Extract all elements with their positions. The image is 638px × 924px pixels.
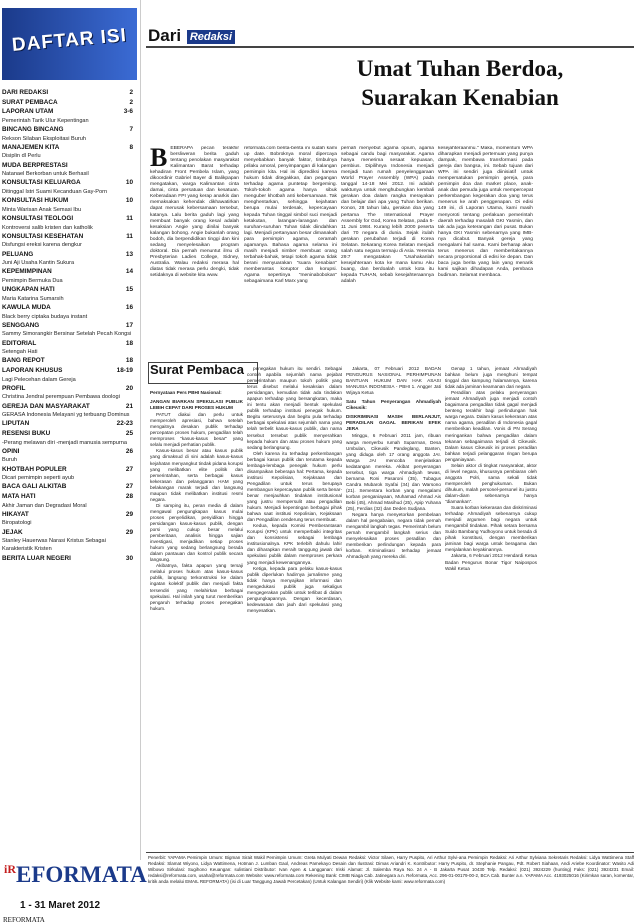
toc-entry-label: LAPORAN UTAM <box>2 108 54 116</box>
toc-entry[interactable] <box>2 107 136 117</box>
toc-entry-page: 29 <box>125 528 133 536</box>
toc-entry-label: KHOTBAH POPULER <box>2 465 67 473</box>
toc-entry-page: 16 <box>125 303 133 311</box>
toc-entry-subtitle: Rekson Silaban Eksploitasi Buruh <box>2 135 86 142</box>
toc-entry[interactable] <box>2 492 136 502</box>
toc-entry-label: OPINI <box>2 447 20 455</box>
toc-entry[interactable] <box>2 232 136 242</box>
letters-column-3 <box>346 366 441 845</box>
rubric-dari: Dari <box>148 26 182 45</box>
letter-paragraph: Jakarta, 07 Februari 2012 BADAN PENGURUS NASIONAL PERHIMPUNAN BANTUAN HUKUM DAN HAK ASASI MANUSIA INDONESIA - PBHI 1. Angger Jati Wijaya Ketua <box>346 366 441 396</box>
toc-entry-page: 27 <box>125 483 133 491</box>
toc-entry[interactable] <box>2 384 136 394</box>
headline-line-2: Suarakan Kenabian <box>361 85 559 110</box>
letter-paragraph: Kasus-kasus besar atau kasus publik yang dimaksud di sini adalah kasus-kasus kejahatan menyangkut tindak pidana korupsi yang melibatkan elite politik dan pemerintahan, serta berbagai kasus kekerasan dan pelanggaran HAM yang belakangan marak terjadi dan langsung maupun tidak melibatkan institusi resmi negara. <box>150 448 243 502</box>
toc-entry-subtitle: Lagi Pelecehan dalam Gereja <box>2 376 76 383</box>
headline <box>290 54 630 112</box>
toc-entry-label: JEJAK <box>2 528 23 536</box>
letters-column-1 <box>150 387 243 845</box>
toc-entry-label: PROFIL <box>2 384 26 392</box>
toc-entry[interactable] <box>2 214 136 224</box>
toc-entry-subtitle: Natanael Berkorban untuk Berhasil <box>2 171 89 178</box>
masthead: Penerbit: YAPAMA Pemimpin Umum: Bigman Sirait Wakil Pemimpin Umum: Greta Mulyati Dewan Redaksi: Victor Silaen, Harry Puspito, Ari Arthur Sylvi-ana Pemimpin Redaksi: Ari Arthur Sylviana Sekretaris Redaksi: Lidya Wattimena Staff Redaksi: Slamat Wiyono, Lidya Wattimena, Hotman J. Lumban Gaol, Andreas Pamekayo Desain dan Ilustrasi: Dimas Ariandri K. Kontributor: Harry Puspito, dr. Stephanie Pangau, Pdt. Robert Siahaan, Andi Ariebe Koordinator: Wasito Adi Wibowo Sirkulasi: Sugihono Keuangan: sulistiani Distributor: Ivan Agen & Langganan: Iriski Alamat: Jl. Salemba Raya No. 24 A - B Jakarta Pusat 10430 Telp. Redaksi: (021) 3924229 (hunting) Faks: (021) 3924231 Email: redaksi@reformata.com, usaha@reformata.com Website: www.reformata.com Rekening Bank: CIMB Niaga Cab. Jatinegara a.n. Reformata, Acc. 296-01-00179-00-2, BCA Cab. Bunter a.n. YAPAMA Acc. 4193025016 (Kirimkan saran, komentar, kritik anda melalui EMAIL REFORMATA) (isi di Luar Tanggung Jawab Percetakan) (Untuk Kalangan Sendiri) (Klik Website kami: www.reformata.com) <box>148 855 634 885</box>
logo-main: EFORMATA <box>16 862 147 887</box>
toc-entry[interactable] <box>2 465 136 475</box>
toc-entry-page: 26 <box>125 447 133 455</box>
toc-entry-subtitle: Juni Aji Usaha Kantin Sukura <box>2 260 75 267</box>
toc-entry-label: BERITA LUAR NEGERI <box>2 554 71 562</box>
editorial-text-4: kesejahteraanmu." Maka, momentum WPA diharapkan menjadi pertemuan yang punya dampak, membawa transformasi pada gereja dan bangsa, ini. Sebab tujuan dari WPA ini sendiri juga diinisiatif untuk mempersatukan pemimpin gereja, para pemimpin doa dan market place, anak-anak dan pemuda juga untuk mempercepat perkembangan kegerakan doa yang terus menerus ke arah penggenapan. Di edisi 149 ini, di Laporan Utama, kami masih menyoroti tentang perlakuan pemerintah daerah terhadap masalah GKI Yasmin, dan tak ada juga keterangan dari pusat. Bukan hanya GKI Yasmin sebenarnya yang IMB-nya dicabut. Banyak gereja yang mengalami hal sama. Kami berharap akan terus menerus dan memberitakannya secara proporsional di edisi ke depan. Dan baca juga berita yang lain yang menarik kami sajikan dihadapan Anda, pembaca budiman. Selamat membaca. <box>438 146 533 278</box>
footer-logo-area <box>0 850 146 924</box>
table-of-contents <box>0 0 141 860</box>
toc-entry[interactable] <box>2 285 136 295</box>
toc-entry-subtitle: Pemimpin Bermuka Dua <box>2 277 63 284</box>
toc-entry-subtitle: Biropatologi <box>2 520 32 527</box>
toc-entry[interactable] <box>2 366 136 376</box>
toc-list <box>2 88 136 563</box>
toc-entry-page: 17 <box>125 321 133 329</box>
toc-entry[interactable] <box>2 447 136 457</box>
toc-entry[interactable] <box>2 125 136 135</box>
toc-entry-page: 21 <box>125 402 133 410</box>
toc-entry[interactable] <box>2 178 136 188</box>
toc-entry-page: 13 <box>125 250 133 258</box>
toc-entry-label: RESENSI BUKU <box>2 429 51 437</box>
toc-entry[interactable] <box>2 267 136 277</box>
logo-prefix: iR <box>4 862 16 876</box>
toc-header <box>2 8 137 80</box>
surat-pembaca-title: Surat Pembaca <box>150 362 244 377</box>
toc-entry-page: 10 <box>125 179 133 187</box>
toc-entry-label: KEPEMIMPINAN <box>2 268 52 276</box>
toc-entry-label: KAWULA MUDA <box>2 303 51 311</box>
toc-entry-label: SURAT PEMBACA <box>2 98 58 106</box>
toc-entry[interactable] <box>2 528 136 538</box>
toc-entry[interactable] <box>2 88 136 98</box>
toc-entry[interactable] <box>2 196 136 206</box>
letter-paragraph: penegakan hukum itu sendiri. Sebagai contoh apabila sejumlah nama pejabat pemerintahan maupun tokoh politik yang terus disebut melalui kesaksian dalam persidangan, kemudian tidak ada tindakan apapun terhadap yang bersangkutan, maka ini tentu akan menjadi bentuk spekulasi publik terhadap institusi penegak hukum. Begitu seterusnya dan begitu pula terhadap berbagai spekulasi atas sejumlah nama yang telah terbelit kasus-kasus publik, dan nama tersebut tersebut publik menyerahkan kepada hukum dan atau proses hukum yang sedang berlangsung. <box>247 366 342 450</box>
letters-column-2 <box>247 366 342 845</box>
toc-entry-label: DARI REDAKSI <box>2 89 49 96</box>
letter-paragraph: Minggu, 6 Februari 2011 jam, ribuan warga menyerbu rumah Suparman, Desa Umbulan, Cikeusik Pandeglang, Banten, yang diduga oleh 17 orang anggota JAI. Warga JAI mencoba menjelaskan kedatangan mereka. Akibat penyerangan tersebut, tiga warga Ahmadiyah tewas, bernama Roni Pasaroni (35), Tubagus Candra Mubarok Syafai (34) dan Warsono (21). Sementara korban yang mengalami korban penganiayaan, Muhamad Ahmad Ais Bebi (45), Ahmad Masihud (25), Apip Yuhana (25), Ferdias (32) dan Deden Sudjana. <box>346 433 441 512</box>
drop-cap: B <box>150 146 168 172</box>
rubric-redaksi: Redaksi <box>187 30 235 44</box>
rubric-label <box>148 26 235 46</box>
editorial-column-4 <box>438 146 533 356</box>
toc-entry-label: BINCANG BINCANG <box>2 125 64 133</box>
letter-paragraph: Peradilan atas pelaku penyerangan jemaat Ahmadiyah juga menjadi contoh bagaimana pengadilan tidak gagal menjadi benteng terakhir bagi perlindungan hak warga negara. Dalam kasus kekerasan atas nama agama, peradilan di Indonesia gagal memberikan keadilan. Vonis di PN Serang meringankan bahwa pengadilan dalam tekanan sebagaimana terjadi di Cikeusik. Dalam kasus Cikeusik ini proses peradilan bahkan terjadi pelanggaran ringan berupa penganiayaan. <box>445 390 537 462</box>
toc-entry-label: KONSULTASI TEOLOGI <box>2 214 74 222</box>
toc-entry[interactable] <box>2 321 136 331</box>
letter-heading: Pernyataan Pers PBHI Nasional: <box>150 390 222 395</box>
toc-entry-label: BANG REPOT <box>2 357 45 365</box>
letter-paragraph: Di samping itu, peran media di dalam mengawal pengungkapan kasus mulai proses penyelidikan, penyidikan hingga persidangan kasus-kasus publik, dengan porsi yang cukup besar melalui pemberitaan, analisis hingga sajian investigasi, menjadikan setiap proses hukum yang sedang berlangsung berada dalam pantauan dan kontrol publik secara langsung. <box>150 502 243 563</box>
toc-entry-page: 27 <box>125 465 133 473</box>
toc-entry-label: SENGGANG <box>2 321 40 329</box>
editorial-column-3 <box>341 146 434 356</box>
toc-entry-page: 11 <box>126 214 133 222</box>
letter-paragraph: Genap 1 tahun, jemaat Ahmadiyah bahkan belum juga menghuni tempat tinggal dan kampung halamannya, karena tidak ada jaminan keamanan dari negara. <box>445 366 537 390</box>
toc-entry-label: LIPUTAN <box>2 420 30 428</box>
toc-entry-subtitle: Akhir Jaman dan Degradasi Moral <box>2 502 87 509</box>
toc-entry[interactable] <box>2 339 136 349</box>
toc-entry-page: 20 <box>125 384 133 392</box>
toc-entry-subtitle: Dicari pemimpin seperti ayub <box>2 475 75 482</box>
letter-paragraph: Oleh karena itu terhadap perkembangan berbagai kasus publik dan terutama kepada lembaga-lembaga penegak hukum perlu disampaikan beberapa hal: Pertama, kepada institusi Kepolisian, Kejaksaan dan Pengadilan untuk terus berupaya membangun kepercayaan publik serta benar-benar menjauhkan tindakan institusional yang justru mempersulit atau pengadilan hukum. Menjadi kepentingan berbagai pihak bahwa saat institusi Kepolisian, Kejaksaan dan Pengadilan cenderung terus membuat. <box>247 450 342 523</box>
toc-entry-label: KONSULTASI KESEHATAN <box>2 232 84 240</box>
toc-entry-label: PELUANG <box>2 250 34 258</box>
toc-entry-label: MUDA BERPRESTASI <box>2 161 68 169</box>
toc-entry-page: 15 <box>125 286 133 294</box>
letter-paragraph: PATUT diakui dan perlu untuk memperoleh apresiasi, bahwa setelah mengaitnya desakan publik terhadap percepatan proses hukum, pengadilan telah memproses "kasus-kasus besar" yang selalu menjadi perhatian publik. <box>150 412 243 448</box>
toc-entry-label: LAPORAN KHUSUS <box>2 366 63 374</box>
toc-entry-subtitle: Sammy Simorangkir Bersinar Setelah Pecah Kongsi <box>2 331 132 338</box>
toc-entry-page: 2 <box>129 98 133 106</box>
toc-entry[interactable] <box>2 303 136 313</box>
toc-entry[interactable] <box>2 161 136 171</box>
toc-entry-page: 30 <box>125 554 133 562</box>
toc-entry-page: 28 <box>125 492 133 500</box>
toc-entry[interactable] <box>2 429 136 439</box>
toc-entry[interactable] <box>2 402 136 412</box>
editorial-column-1 <box>150 146 239 356</box>
toc-entry[interactable] <box>2 482 136 492</box>
toc-entry-page: 18 <box>125 357 133 365</box>
headline-line-1: Umat Tuhan Berdoa, <box>356 56 564 81</box>
toc-entry-subtitle: Ditinggal Istri Suami Kecanduan Gay-Porn <box>2 188 108 195</box>
toc-entry-page: 11 <box>126 232 133 240</box>
editorial-column-2 <box>244 146 337 356</box>
magazine-name: REFORMATA <box>3 916 45 924</box>
toc-entry-label: UNGKAPAN HATI <box>2 286 55 294</box>
letter-heading: JANGAN BIARKAN SPEKULASI PUBLIK LEBIH CEPAT DARI PROSES HUKUM <box>150 399 243 411</box>
letter-paragraph: Selain aktor di tingkat masyarakat, aktor di level negara, khususnya pembiaran oleh anggota Polri, sama sekali tidak memperoleh penghukuman. Bukan dihukum, malah personel-personel itu justru dalam-diam sebenarnya hanya "diamankan". <box>445 462 537 505</box>
toc-entry-subtitle: GERASA Indonesia Melayani yg terbuang Dominus <box>2 412 130 419</box>
toc-entry-subtitle: Setengah Hati <box>2 349 38 356</box>
toc-entry[interactable] <box>2 143 136 153</box>
toc-entry-page: 10 <box>125 197 133 205</box>
toc-entry-subtitle: Disfungsi ereksi karena dengkur <box>2 242 82 249</box>
footer-rule <box>146 852 634 853</box>
letter-paragraph: Ketiga, kepada para pelaku kasus-kasus publik diperlukan hadirnya jurnalisme yang tidak hanya menyajikan informasi dan mengedukasi publik juga sekaligus mengegerakan publik untuk terlibat di dalam pengungkapannya. Dengan kecerdasan, kedewasaan dan jauh dari spekulasi yang menyesatkan. <box>247 565 342 613</box>
toc-entry[interactable] <box>2 250 136 260</box>
toc-title: DAFTAR ISI <box>11 25 128 56</box>
toc-entry-page: 3-6 <box>123 108 133 116</box>
toc-entry-label: MANAJEMEN KITA <box>2 143 60 151</box>
editorial-text-2: reformata.com berita-berita ini sudah kami up date. Bobroknya moral dipercaya menyebabkan banyak faktor, timbulnya prilaku amoral, penyimpangan di kalangan pemimpin kita. Hal ini diprediksi karena hukum tidak ditegakkan, dan pegangan terhadap agama puntetap bergeming. Tokoh-tokoh agama hanya sibuk menguber khotbah anti kebersamaan. Tak menghentarkan, sehingga kejahatan berupa mulai terdesak, kepercayaan kepada Tuhan tinggal simbol suci menjadi ketakutan, larangan-larangan dan suruhan-suruhan Tuhan tidak diindahkan lagi. Menjadi pertanyaan besar dimanakah para pemimpin agama, ceramah agamanya. Bahasa agama selama ini masih menjadi nimber membuat orang terbahak-bahak, tetapi tokoh agama tidak berani menyuarakan "suara kenabian" memberantas koruptor dan korupsi. Agama sepertinya "meninabobokan" sebagaimana Karl Marx yang <box>244 146 337 285</box>
toc-entry-label: EDITORIAL <box>2 339 37 347</box>
editorial-text-3: pernah menyebut agama opium, agama sebagai candu bagi masyarakat. Agama hanya menerima sesaat kepuasan, pembius. Dipilihnya Indonesia menjadi menjadi tuan rumah penyelenggaraan World Prayer Assembly (WPA) pada tanggal 14-18 Mei 2012. Ini adalah waktunya untuk menghubungkan kembali gerakan doa dalam rangka merayakan dan belajar dari apa yang Tuhan berikan. Konon, 28 tahun lalu, gerakan doa yang pertama The International Prayer Assembly for God, Korea Selatan, pada 5-11 Juni 1984. Kurang lebih 2000 peserta dari 70 negara di dunia. Sejak itulah gerakan perubahan terjadi di Korea Selatan. Sekarang Korea Selatan menjadi salah satu negara termaju di Asia. Yeremia 29:7 mengatakan "Usahakanlah kesejahteraan kota ke mana kamu Aku buang, dan berdoalah untuk kota itu kepada TUHAN, sebab kesejahteraannya adalah <box>341 146 434 285</box>
toc-entry[interactable] <box>2 356 136 366</box>
toc-entry-page: 18-19 <box>116 366 133 374</box>
reformata-logo <box>4 862 147 888</box>
toc-entry-label: HIKAYAT <box>2 510 29 518</box>
toc-entry-label: KONSULTASI KELUARGA <box>2 179 81 187</box>
letter-paragraph: Akibatnya, fakta apapun yang tersaji melalui proses hukum atas kasus-kasus publik, langsung terkonstruksi ke dalam ingatan kolektif publik dan menjadi fakta tersendiri yang melahirkan berbagai spekulasi. Hal inilah yang turut memberikan pengaruh terhadap proses penegakan hukum. <box>150 563 243 611</box>
issue-date: 1 - 31 Maret 2012 <box>20 900 101 911</box>
toc-entry-subtitle: Stanley Hauerwas Narasi Kristus Sebagai Karakteristik Kristen <box>2 538 106 553</box>
toc-entry[interactable] <box>2 510 136 520</box>
letter-paragraph: Negara hanya menyetorkan pembelaan dalam hal pengabaian, negara tidak pernah mengambil langkah tegas. Pemerintah belum pernah mengambil langkah serius dan menyelesaikan proses peradilan dan memberikan perlindungan kepada para korban. Kriminalisasi terhadap jemaat Ahmadiyah yang mereka diri. <box>346 512 441 560</box>
toc-entry-page: 29 <box>125 510 133 518</box>
toc-entry[interactable] <box>2 554 136 564</box>
letter-heading: DISKRIMINASI MASIH BERLANJUT, PERADILAN GAGAL BERIKAN EFEK JERA <box>346 414 441 432</box>
toc-entry-subtitle: Minta Warisan Anak Semasi Ibu <box>2 206 82 213</box>
toc-entry-subtitle: Black berry ciptaka budaya instant <box>2 313 88 320</box>
toc-entry-page: 25 <box>125 429 133 437</box>
toc-entry-subtitle: Pemerintah Tarik Ulur Kepentingan <box>2 117 89 124</box>
toc-entry-subtitle: Buruh <box>2 457 17 464</box>
toc-entry-subtitle: Christina Jendral perempuan Pembawa doologi <box>2 394 120 401</box>
toc-entry-label: KONSULTASI HUKUM <box>2 197 69 205</box>
toc-entry[interactable] <box>2 419 136 429</box>
toc-entry-subtitle: Maria Katarina Sumarsih <box>2 295 64 302</box>
toc-entry-label: GEREJA DAN MASYARAKAT <box>2 402 90 410</box>
header-rule <box>146 46 634 48</box>
letter-paragraph: Suara korban kekerasan dan diskriminasi terhadap Ahmadiyah sebenarnya cukup menjadi argumen bagi negara untuk mengambil tindakan. Pihak setara bersama Suido Bambang Yudhoyono untuk berada di pihak konstitusi, dengan memberikan jaminan bagi warga untuk beragama dan menjalankan keyakinannya. <box>445 505 537 553</box>
toc-entry-page: 14 <box>125 268 133 276</box>
toc-entry-subtitle: Disiplin dl Perlu <box>2 153 41 160</box>
toc-entry-page: 22-23 <box>116 420 133 428</box>
toc-entry[interactable] <box>2 98 136 108</box>
toc-entry-page: 8 <box>129 143 133 151</box>
toc-entry-page: 2 <box>129 89 133 96</box>
letter-paragraph: Kedua, kepada Komisi Pemberantasan Korupsi (KPK) untuk memperbaiki integritas dan konsistensi sebagai lembaga institusionalnya. KPK terlebih dahulu lahir dan diharapkan meraih tanggung jawab dari spekulasi publik dalam memproses perkara yang menjadi kewenangannya. <box>247 523 342 565</box>
toc-entry-label: MATA HATI <box>2 492 36 500</box>
editorial-text-1: EBERAPA pecan terakhir bersliweran berita gaduh tentang penolakan masyarakat Kalimantan Barat terhadap kehadiran Front Pembela Islam, yang dikoordinir Gabriel Bayer di Balikpapan mengatakan, warga Kalimantan cinta damai, cinta persatuan dan kesatuan. Keberadaan FPI yang kerap anarkis dan memaksakan kehendak dikhawatirkan dapat merusak kebersamaan tersebut, katanya. Lalu berita gaduh lagi yang membuat banyak orang kesal adalah kesaksian Angie yang dinilai banyak kalangan bohong. Angie bukanlah orang bodoh, dia berpendidikan tinggi dan kini sedang menyelesaikan program doktoral. Dia pernah menuntut ilmu di Presbyterian Ladies College, Sidney, Australia. Walau redaksi merasa hal diatas tidak merasa perlu dengki, tidak setidaknya di website kita www. <box>150 146 239 278</box>
toc-entry-subtitle: Kontroversi salib kristen dan katholik <box>2 224 93 231</box>
letter-paragraph: Jakarta, 6 Februari 2012 Hendardi Ketua Badan Pengurus Bonar Tigor Naipospos Wakil Ketua <box>445 553 537 571</box>
letter-heading: Satu Tahun Penyerangan Ahmadiyah Cikeusik: <box>346 399 441 411</box>
toc-entry-page: 18 <box>125 339 133 347</box>
letters-column-4 <box>445 366 537 845</box>
toc-entry-label: BACA GALI ALKITAB <box>2 483 67 491</box>
toc-entry-subtitle: -Perang melawan diri -menjadi manusia sempurna <box>2 439 127 446</box>
toc-entry-page: 7 <box>129 125 133 133</box>
